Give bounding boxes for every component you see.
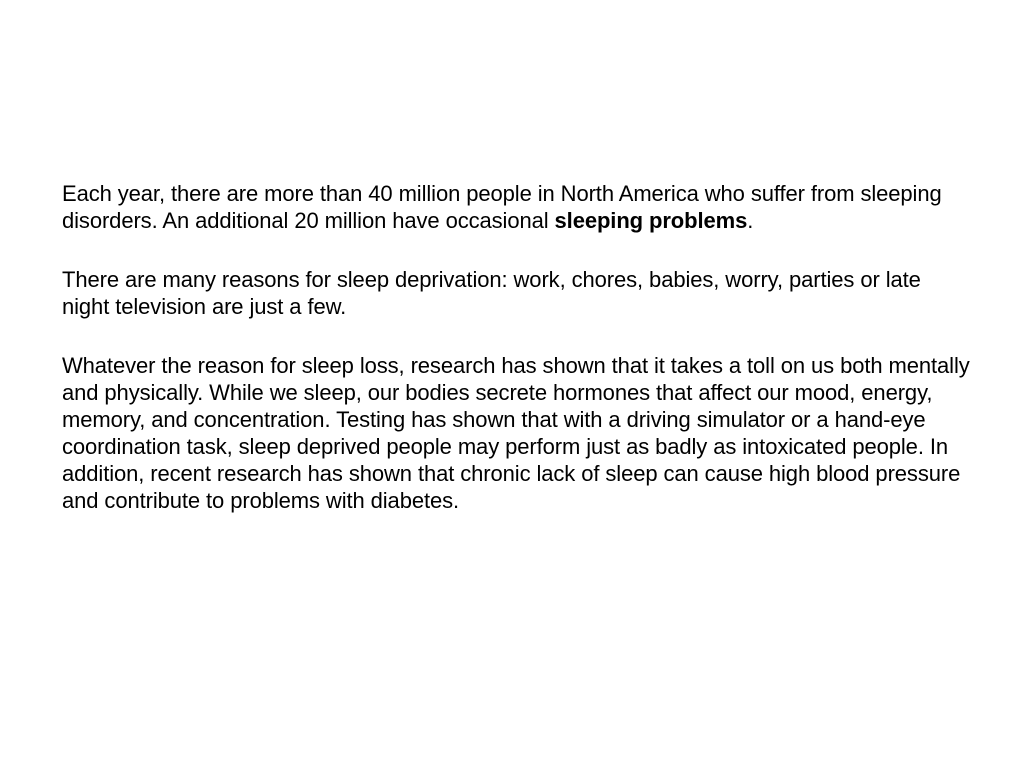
paragraph-reasons: There are many reasons for sleep deprivation: work, chores, babies, worry, parties or late night television are just a few. [62,267,921,319]
paragraph-sleep-disorders [62,180,972,234]
paragraph-1-text: Each year, there are more than 40 million people in North America who suffer from sleeping disorders. An additional 20 million have occasional [62,181,942,233]
paragraph-1-end: . [747,208,754,233]
paragraph-effects: Whatever the reason for sleep loss, research has shown that it takes a toll on us both mentally and physically. While we sleep, our bodies secrete hormones that affect our mood, energy, memory, and concentration. Testing has shown that with a driving simulator or a hand-eye coordination task, sleep deprived people may perform just as badly as intoxicated people. In addition, recent research has shown that chronic lack of sleep can cause high blood pressure and contribute to problems with diabetes. [62,353,970,513]
bold-sleeping-problems: sleeping problems [554,208,748,233]
slide-body [62,180,972,546]
